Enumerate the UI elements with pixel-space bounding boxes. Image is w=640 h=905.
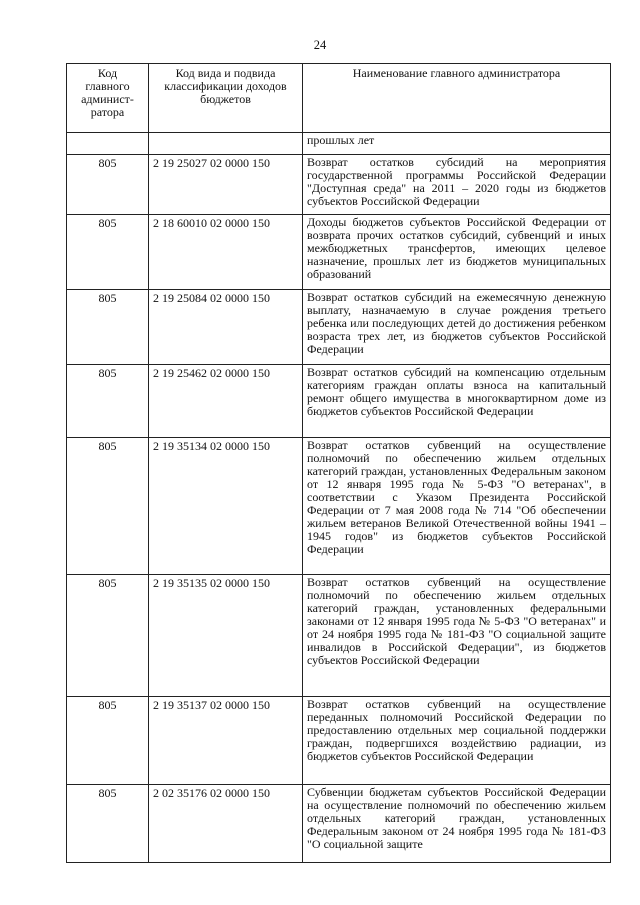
table-header-row bbox=[67, 64, 611, 133]
header-administrator-name bbox=[303, 64, 611, 133]
administrator-name-cell: Возврат остатков субсидий на ежемесячную денежную выплату, назначаемую в случае рождения третьего ребенка или последующих детей до достижения ребенком возраста трех лет, из бюджетов субъектов Российской Федерации bbox=[303, 290, 611, 365]
classification-code-cell: 2 19 25027 02 0000 150 bbox=[149, 155, 303, 215]
header-administrator-code bbox=[67, 64, 149, 133]
header-line: Код bbox=[97, 66, 118, 80]
table-row bbox=[67, 215, 611, 290]
table-row bbox=[67, 438, 611, 575]
table-row bbox=[67, 155, 611, 215]
header-line: админист- bbox=[81, 92, 134, 106]
header-classification-code bbox=[149, 64, 303, 133]
administrator-code-cell: 805 bbox=[67, 785, 149, 863]
header-line: классификации доходов bbox=[164, 79, 287, 93]
administrator-code-cell: 805 bbox=[67, 365, 149, 438]
administrator-code-cell bbox=[67, 133, 149, 155]
header-line: ратора bbox=[90, 105, 125, 119]
administrator-name-cell: прошлых лет bbox=[303, 133, 611, 155]
table-row bbox=[67, 133, 611, 155]
administrator-code-cell: 805 bbox=[67, 290, 149, 365]
header-line: главного bbox=[85, 79, 130, 93]
classification-code-cell: 2 19 35135 02 0000 150 bbox=[149, 575, 303, 697]
table-row bbox=[67, 290, 611, 365]
table-row bbox=[67, 365, 611, 438]
administrators-table bbox=[66, 63, 611, 863]
header-line: Наименование главного администратора bbox=[352, 66, 561, 80]
header-line: бюджетов bbox=[200, 92, 251, 106]
table-row bbox=[67, 575, 611, 697]
page-number: 24 bbox=[313, 38, 327, 52]
header-line: Код вида и подвида bbox=[175, 66, 276, 80]
administrator-name-cell: Возврат остатков субсидий на мероприятия государственной программы Российской Федерации "Доступная среда" на 2011 – 2020 годы из бюджетов субъектов Российской Федерации bbox=[303, 155, 611, 215]
administrator-code-cell: 805 bbox=[67, 155, 149, 215]
administrator-name-cell: Возврат остатков субвенций на осуществление полномочий по обеспечению жильем отдельных категорий граждан, установленных Федеральным законом от 12 января 1995 года № 5-ФЗ "О ветеранах", в соответствии с Указом Президента Российской Федерации от 7 мая 2008 года № 714 "Об обеспечении жильем ветеранов Великой Отечественной войны 1941 – 1945 годов" из бюджетов субъектов Российской Федерации bbox=[303, 438, 611, 575]
administrator-code-cell: 805 bbox=[67, 438, 149, 575]
classification-code-cell: 2 19 25084 02 0000 150 bbox=[149, 290, 303, 365]
classification-code-cell: 2 19 35134 02 0000 150 bbox=[149, 438, 303, 575]
administrator-name-cell: Возврат остатков субсидий на компенсацию отдельным категориям граждан оплаты взноса на капитальный ремонт общего имущества в многоквартирном доме из бюджетов субъектов Российской Федерации bbox=[303, 365, 611, 438]
classification-code-cell: 2 19 35137 02 0000 150 bbox=[149, 697, 303, 785]
administrator-name-cell: Доходы бюджетов субъектов Российской Федерации от возврата прочих остатков субсидий, субвенций и иных межбюджетных трансфертов, имеющих целевое назначение, прошлых лет из бюджетов муниципальных образований bbox=[303, 215, 611, 290]
administrator-name-cell: Возврат остатков субвенций на осуществление полномочий по обеспечению жильем отдельных категорий граждан, установленных федеральными законами от 12 января 1995 года № 5-ФЗ "О ветеранах" и от 24 ноября 1995 года № 181-ФЗ "О социальной защите инвалидов в Российской Федерации", из бюджетов субъектов Российской Федерации bbox=[303, 575, 611, 697]
administrator-code-cell: 805 bbox=[67, 215, 149, 290]
administrator-code-cell: 805 bbox=[67, 575, 149, 697]
administrator-name-cell: Возврат остатков субвенций на осуществление переданных полномочий Российской Федерации по предоставлению отдельных мер социальной поддержки граждан, подвергшихся воздействию радиации, из бюджетов субъектов Российской Федерации bbox=[303, 697, 611, 785]
classification-code-cell: 2 02 35176 02 0000 150 bbox=[149, 785, 303, 863]
classification-code-cell: 2 18 60010 02 0000 150 bbox=[149, 215, 303, 290]
classification-code-cell bbox=[149, 133, 303, 155]
administrator-code-cell: 805 bbox=[67, 697, 149, 785]
classification-code-cell: 2 19 25462 02 0000 150 bbox=[149, 365, 303, 438]
administrator-name-cell: Субвенции бюджетам субъектов Российской Федерации на осуществление полномочий по обеспечению жильем отдельных категорий граждан, установленных Федеральным законом от 24 ноября 1995 года № 181-ФЗ "О социальной защите bbox=[303, 785, 611, 863]
table-row bbox=[67, 697, 611, 785]
table-row bbox=[67, 785, 611, 863]
